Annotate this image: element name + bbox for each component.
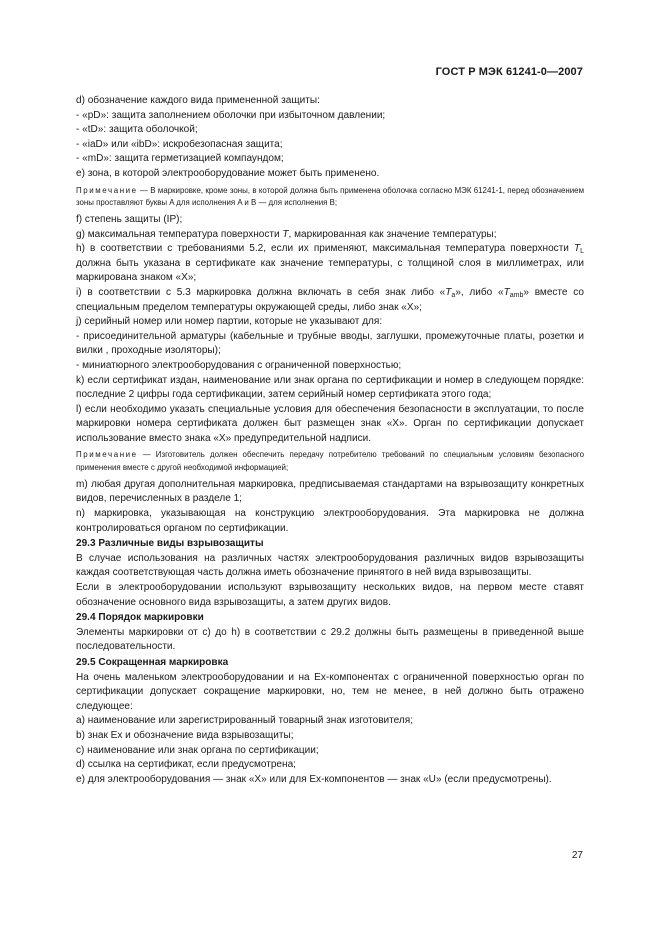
item-g: g) максимальная температура поверхности T, маркированная как значение температуры; bbox=[76, 228, 497, 240]
section-heading-29-4: 29.4 Порядок маркировки bbox=[76, 612, 204, 624]
section-heading-29-5: 29.5 Сокращенная маркировка bbox=[76, 657, 229, 668]
paragraph: В случае использования на различных частях электрооборудования различных видов взрывозащиты каждая соответствующая часть должна иметь обозначение принятого в ней вида взрывозащиты. bbox=[76, 552, 584, 579]
item-k: k) если сертификат издан, наименование или знак органа по сертификации и номер в следующем порядке: последние 2 цифры года сертификации, затем серийный номер сертификата этого года; bbox=[76, 374, 584, 401]
item-n: n) маркировка, указывающая на конструкцию электрооборудования. Эта маркировка не должна контролироваться органом по сертификации. bbox=[76, 508, 584, 534]
item-j: j) серийный номер или номер партии, которые не указывают для: bbox=[76, 316, 383, 328]
list-item: a) наименование или зарегистрированный товарный знак изготовителя; bbox=[76, 715, 413, 727]
note-label: Примечание bbox=[76, 185, 138, 195]
note-text: — Изготовитель должен обеспечить передачу потребителю требований по специальным условиям безопасного применения вместе с другой необходимой информацией; bbox=[76, 450, 584, 472]
paragraph: Элементы маркировки от c) до h) в соответствии с 29.2 должны быть размещены в приведенной выше последовательности. bbox=[76, 626, 584, 653]
paragraph: Если в электрооборудовании используют взрывозащиту нескольких видов, на первом месте ставят обозначение основного вида взрывозащиты, а затем других видов. bbox=[76, 582, 584, 608]
note-2 bbox=[76, 449, 584, 473]
item-i: i) в соответствии с 5.3 маркировка должна включать в себя знак либо «$T_a$», либо «$T_{amb}$» вместе со специальным пределом температуры окружающей среды, либо знак «X»; bbox=[76, 286, 584, 313]
item-f: f) степень защиты (IP); bbox=[76, 213, 183, 225]
list-item: - «mD»: защита герметизацией компаундом; bbox=[76, 153, 284, 165]
list-item: - присоединительной арматуры (кабельные и трубные вводы, заглушки, промежуточные платы, розетки и вилки , проходные изоляторы); bbox=[76, 330, 584, 357]
item-m: m) любая другая дополнительная маркировка, предписываемая стандартами на взрывозащиту конкретных видов, перечисленных в разделе 1; bbox=[76, 478, 584, 505]
item-e: e) зона, в которой электрооборудование может быть применено. bbox=[76, 167, 380, 179]
list-item: e) для электрооборудования — знак «X» или для Ex-компонентов — знак «U» (если предусмотрены). bbox=[76, 773, 552, 785]
list-item: - «iaD» или «ibD»: искробезопасная защита; bbox=[76, 138, 283, 150]
note-1 bbox=[76, 185, 584, 209]
list-item: - «tD»: защита оболочкой; bbox=[76, 124, 198, 136]
page-body bbox=[76, 94, 584, 787]
item-l: l) если необходимо указать специальные условия для обеспечения безопасности в эксплуатации, то после маркировки номера сертификата должен быт размещен знак «X». Орган по сертификации допускает использование вместо знака «X» предупредительной надписи. bbox=[76, 403, 584, 444]
page-number: 27 bbox=[571, 850, 583, 861]
item-d: d) обозначение каждого вида примененной защиты: bbox=[76, 95, 320, 106]
list-item: b) знак Ex и обозначение вида взрывозащиты; bbox=[76, 729, 294, 741]
list-item: - «pD»: защита заполнением оболочки при избыточном давлении; bbox=[76, 109, 386, 121]
document-header: ГОСТ Р МЭК 61241-0—2007 bbox=[435, 66, 583, 78]
note-label: Примечание bbox=[76, 450, 138, 460]
section-heading-29-3: 29.3 Различные виды взрывозащиты bbox=[76, 538, 264, 550]
note-text: — В маркировке, кроме зоны, в которой должна быть применена оболочка согласно МЭК 61241-1, перед обозначением зоны проставляют буквы A для исполнения A и B — для исполнения B; bbox=[76, 185, 584, 207]
list-item: d) ссылка на сертификат, если предусмотрена; bbox=[76, 759, 296, 771]
list-item: - миниатюрного электрооборудования с ограниченной поверхностью; bbox=[76, 359, 402, 371]
paragraph: На очень маленьком электрооборудовании и на Ex-компонентах с ограниченной поверхностью орган по сертификации допускает сокращение маркировки, но, тем не менее, в ней должно быть отражено следующее: bbox=[76, 671, 584, 712]
list-item: c) наименование или знак органа по сертификации; bbox=[76, 744, 319, 756]
item-h: h) в соответствии с требованиями 5.2, если их применяют, максимальная температура поверхности $T_L$ должна быть указана в сертификате как значение температуры, с толщиной слоя в миллиметрах, или маркирована знаком «X»; bbox=[76, 243, 584, 284]
